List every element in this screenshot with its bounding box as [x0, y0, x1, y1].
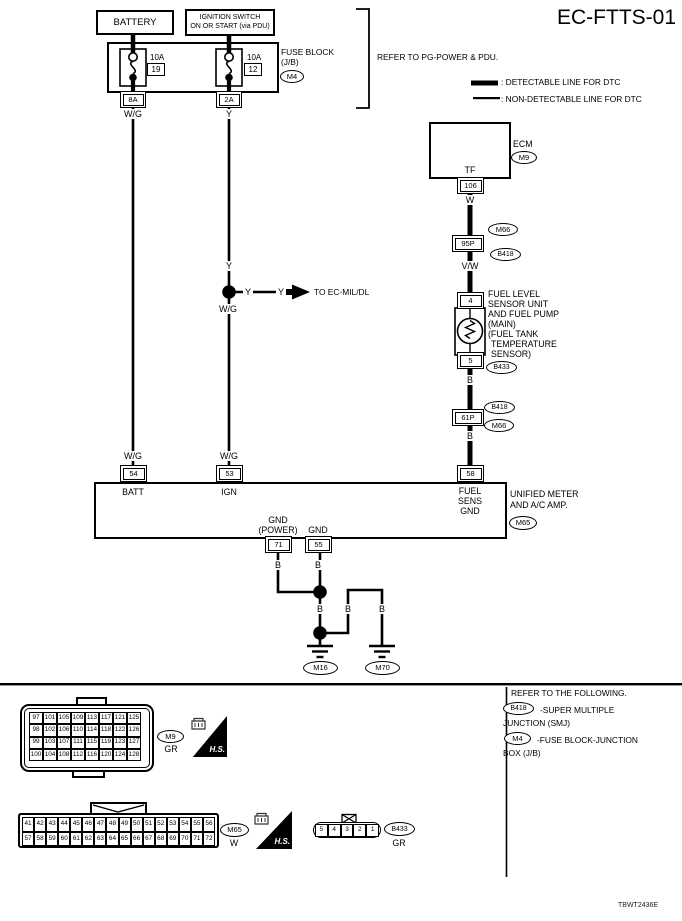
terminal-8a — [120, 91, 146, 108]
sensor-desc-5: (FUEL TANK — [488, 329, 539, 339]
terminal-58 — [457, 465, 484, 482]
pin-124: 124 — [113, 749, 127, 761]
fuel-sensor-description — [488, 289, 559, 359]
sensor-desc-1: FUEL LEVEL — [488, 289, 540, 299]
pin-64: 64 — [106, 832, 118, 847]
meter-gnd-power-2: (POWER) — [258, 524, 298, 535]
footer-item1-text: -SUPER MULTIPLE — [540, 704, 615, 715]
meter-batt-label: BATT — [122, 487, 144, 497]
connector-code-m4: M4 — [280, 70, 304, 83]
b433-connector-code: B433 — [384, 822, 415, 836]
pin-120: 120 — [99, 749, 113, 761]
pin-101: 101 — [43, 712, 57, 724]
ignition-label-2: ON OR START (via PDU) — [190, 22, 270, 30]
meter-gnd-power-1: GND — [268, 515, 288, 525]
pin-47: 47 — [94, 817, 106, 832]
fuel-line2: SENS — [458, 496, 482, 506]
pin-44: 44 — [58, 817, 70, 832]
terminal-71-label: 71 — [268, 539, 290, 551]
wire-label-b-loop1: B — [344, 604, 352, 614]
pin-49: 49 — [119, 817, 131, 832]
terminal-53-label: 53 — [219, 468, 241, 480]
pin-118: 118 — [99, 724, 113, 736]
wire-label-b-1: B — [466, 375, 474, 385]
pin-68: 68 — [155, 832, 167, 847]
pin-115: 115 — [85, 737, 99, 749]
sensor-desc-6: TEMPERATURE — [491, 339, 557, 349]
terminal-95p-label: 95P — [455, 238, 482, 250]
pin-114: 114 — [85, 724, 99, 736]
pin-111: 111 — [71, 737, 85, 749]
battery-box — [96, 10, 174, 35]
wire-label-w: W — [465, 195, 475, 205]
wire-label-branch-y2: Y — [277, 287, 285, 297]
connector-code-b418-upper: B418 — [490, 248, 521, 261]
pin-56: 56 — [203, 817, 215, 832]
pin-71: 71 — [191, 832, 203, 847]
connector-code-m9: M9 — [511, 151, 537, 164]
branch-arrow — [285, 285, 310, 300]
pin-54: 54 — [179, 817, 191, 832]
wire-label-b-55: B — [314, 560, 322, 570]
pin-58: 58 — [34, 832, 46, 847]
pin-67: 67 — [143, 832, 155, 847]
fuse1-amp: 10A — [150, 53, 165, 62]
fuse-block-label-2: (J/B) — [281, 57, 299, 67]
sensor-desc-2: SENSOR UNIT — [488, 299, 549, 309]
pin-119: 119 — [99, 737, 113, 749]
terminal-53 — [216, 465, 243, 482]
pin-116: 116 — [85, 749, 99, 761]
wire-label-wg-1: W/G — [124, 109, 142, 119]
page-title: EC-FTTS-01 — [557, 6, 677, 29]
pin-46: 46 — [82, 817, 94, 832]
fuse-symbols — [120, 49, 242, 86]
pin-70: 70 — [179, 832, 191, 847]
wire-label-y-2: Y — [225, 261, 233, 271]
pin-128: 128 — [127, 749, 141, 761]
pin-127: 127 — [127, 737, 141, 749]
m65-connector-color: W — [229, 838, 239, 848]
terminal-4 — [457, 292, 484, 309]
meter-ign-label: IGN — [221, 487, 237, 497]
footer-code-m4: M4 — [504, 732, 531, 745]
pin-126: 126 — [127, 724, 141, 736]
pin-125: 125 — [127, 712, 141, 724]
connector-code-m66-upper: M66 — [488, 223, 518, 236]
pin-53: 53 — [167, 817, 179, 832]
fuel-sensor-symbol — [455, 308, 485, 355]
fuse1-number: 19 — [147, 63, 165, 76]
pin-3: 3 — [341, 824, 354, 837]
terminal-61p — [452, 409, 484, 426]
ecm-name: ECM — [513, 139, 533, 149]
hs-connector-glyph — [252, 811, 272, 827]
terminal-54 — [120, 465, 147, 482]
ignition-switch-box — [185, 9, 275, 36]
connector-code-b433: B433 — [486, 361, 517, 374]
pin-1: 1 — [366, 824, 379, 837]
refer-pg-note: REFER TO PG-POWER & PDU. — [377, 52, 499, 62]
hs-connector-glyph — [189, 716, 209, 732]
wire-label-wg-4: W/G — [220, 451, 238, 461]
junction-dots — [222, 285, 327, 640]
sensor-desc-7: SENSOR) — [491, 349, 532, 359]
power-wires — [133, 81, 291, 470]
footer-item2-text: -FUSE BLOCK-JUNCTION — [537, 734, 638, 745]
meter-name-2: AND A/C AMP. — [510, 500, 568, 510]
pin-57: 57 — [22, 832, 34, 847]
pin-109: 109 — [71, 712, 85, 724]
hs-label: H.S. — [274, 837, 290, 846]
pin-45: 45 — [70, 817, 82, 832]
fuel-line3: GND — [460, 506, 480, 516]
pin-72: 72 — [203, 832, 215, 847]
pin-121: 121 — [113, 712, 127, 724]
terminal-106 — [457, 177, 484, 194]
wire-label-b-71: B — [274, 560, 282, 570]
b433-connector-color: GR — [392, 838, 406, 848]
ground-wires — [278, 553, 382, 646]
pin-60: 60 — [58, 832, 70, 847]
terminal-61p-label: 61P — [455, 412, 482, 424]
refer-bracket — [356, 9, 369, 108]
m65-tab-chevron — [92, 804, 145, 813]
wire-label-b-loop2: B — [378, 604, 386, 614]
terminal-55 — [305, 536, 332, 553]
footer-item2-text2: BOX (J/B) — [503, 748, 541, 758]
pin-59: 59 — [46, 832, 58, 847]
pin-69: 69 — [167, 832, 179, 847]
terminal-106-label: 106 — [460, 180, 482, 192]
pin-52: 52 — [155, 817, 167, 832]
terminal-95p — [452, 235, 484, 252]
m9-connector-color: GR — [164, 744, 178, 754]
terminal-54-label: 54 — [123, 468, 145, 480]
pin-103: 103 — [43, 737, 57, 749]
pin-112: 112 — [71, 749, 85, 761]
legend-bars — [471, 81, 500, 100]
meter-fuel-sens-gnd-label — [458, 486, 482, 516]
wire-label-branch-y1: Y — [244, 287, 252, 297]
pin-63: 63 — [94, 832, 106, 847]
fuse-block-label-1: FUSE BLOCK — [281, 47, 335, 57]
wire-label-wg-2: W/G — [219, 304, 237, 314]
meter-name-1: UNIFIED METER — [510, 489, 579, 499]
meter-gnd-label: GND — [308, 524, 328, 535]
fuse2-amp: 10A — [247, 53, 262, 62]
pin-117: 117 — [99, 712, 113, 724]
terminal-5 — [457, 352, 484, 369]
pin-2: 2 — [353, 824, 366, 837]
pin-48: 48 — [106, 817, 118, 832]
battery-label: BATTERY — [113, 17, 157, 28]
pin-102: 102 — [43, 724, 57, 736]
wire-label-b-mid: B — [316, 604, 324, 614]
terminal-71 — [265, 536, 292, 553]
branch-destination: TO EC-MIL/DL — [314, 287, 370, 297]
pin-98: 98 — [29, 724, 43, 736]
wire-label-y-1: Y — [225, 109, 233, 119]
pin-106: 106 — [57, 724, 71, 736]
m9-connector-code: M9 — [157, 730, 184, 743]
terminal-4-label: 4 — [460, 295, 482, 307]
pin-51: 51 — [143, 817, 155, 832]
pin-62: 62 — [82, 832, 94, 847]
hs-label: H.S. — [209, 745, 225, 754]
terminal-58-label: 58 — [460, 468, 482, 480]
m9-hs-icon — [189, 716, 227, 757]
pin-55: 55 — [191, 817, 203, 832]
footer-item1-text2: JUNCTION (SMJ) — [503, 718, 570, 728]
terminal-5-label: 5 — [460, 355, 482, 367]
ground-code-m16: M16 — [303, 661, 338, 675]
pin-41: 41 — [22, 817, 34, 832]
footer-code-b418: B418 — [503, 702, 534, 715]
ignition-label-1: IGNITION SWITCH — [199, 14, 261, 21]
fuel-line1: FUEL — [458, 486, 482, 496]
terminal-8a-label: 8A — [123, 94, 144, 106]
pin-50: 50 — [131, 817, 143, 832]
terminal-55-label: 55 — [308, 539, 330, 551]
legend-detectable-label: : DETECTABLE LINE FOR DTC — [501, 77, 621, 87]
terminal-2a — [216, 91, 242, 108]
pin-5: 5 — [315, 824, 328, 837]
m9-pin-grid — [29, 712, 141, 761]
sensor-desc-3: AND FUEL PUMP — [488, 309, 560, 319]
m65-hs-icon — [252, 811, 292, 849]
m65-pin-grid — [22, 817, 215, 846]
m65-connector-code: M65 — [220, 823, 249, 837]
pin-99: 99 — [29, 737, 43, 749]
pin-110: 110 — [71, 724, 85, 736]
legend-nondetectable-label: : NON-DETECTABLE LINE FOR DTC — [501, 93, 642, 104]
ground-symbol-m70 — [369, 646, 395, 657]
connector-code-m66-lower: M66 — [484, 419, 514, 432]
pin-123: 123 — [113, 737, 127, 749]
pin-4: 4 — [328, 824, 341, 837]
fuse2-number: 12 — [244, 63, 262, 76]
connector-code-b418-lower: B418 — [484, 401, 515, 414]
pin-66: 66 — [131, 832, 143, 847]
pin-122: 122 — [113, 724, 127, 736]
footer-refer: REFER TO THE FOLLOWING. — [511, 688, 627, 698]
pin-113: 113 — [85, 712, 99, 724]
ecm-pin-name: TF — [464, 165, 476, 175]
pin-100: 100 — [29, 749, 43, 761]
wire-label-b-2: B — [466, 431, 474, 441]
pin-107: 107 — [57, 737, 71, 749]
pin-104: 104 — [43, 749, 57, 761]
b433-pin-grid — [315, 824, 379, 837]
sensor-desc-4: (MAIN) — [488, 319, 516, 329]
fuse-out-stubs — [133, 81, 229, 96]
pin-65: 65 — [119, 832, 131, 847]
pin-105: 105 — [57, 712, 71, 724]
connector-code-m65: M65 — [509, 516, 537, 530]
pin-61: 61 — [70, 832, 82, 847]
pin-108: 108 — [57, 749, 71, 761]
pin-97: 97 — [29, 712, 43, 724]
document-code: TBWT2436E — [618, 902, 659, 909]
ground-symbol-m16 — [307, 646, 333, 657]
ground-code-m70: M70 — [365, 661, 400, 675]
terminal-2a-label: 2A — [219, 94, 240, 106]
pin-42: 42 — [34, 817, 46, 832]
meter-box — [95, 483, 506, 538]
pin-43: 43 — [46, 817, 58, 832]
wire-label-wg-3: W/G — [124, 451, 142, 461]
wire-label-vw: V/W — [461, 261, 479, 271]
